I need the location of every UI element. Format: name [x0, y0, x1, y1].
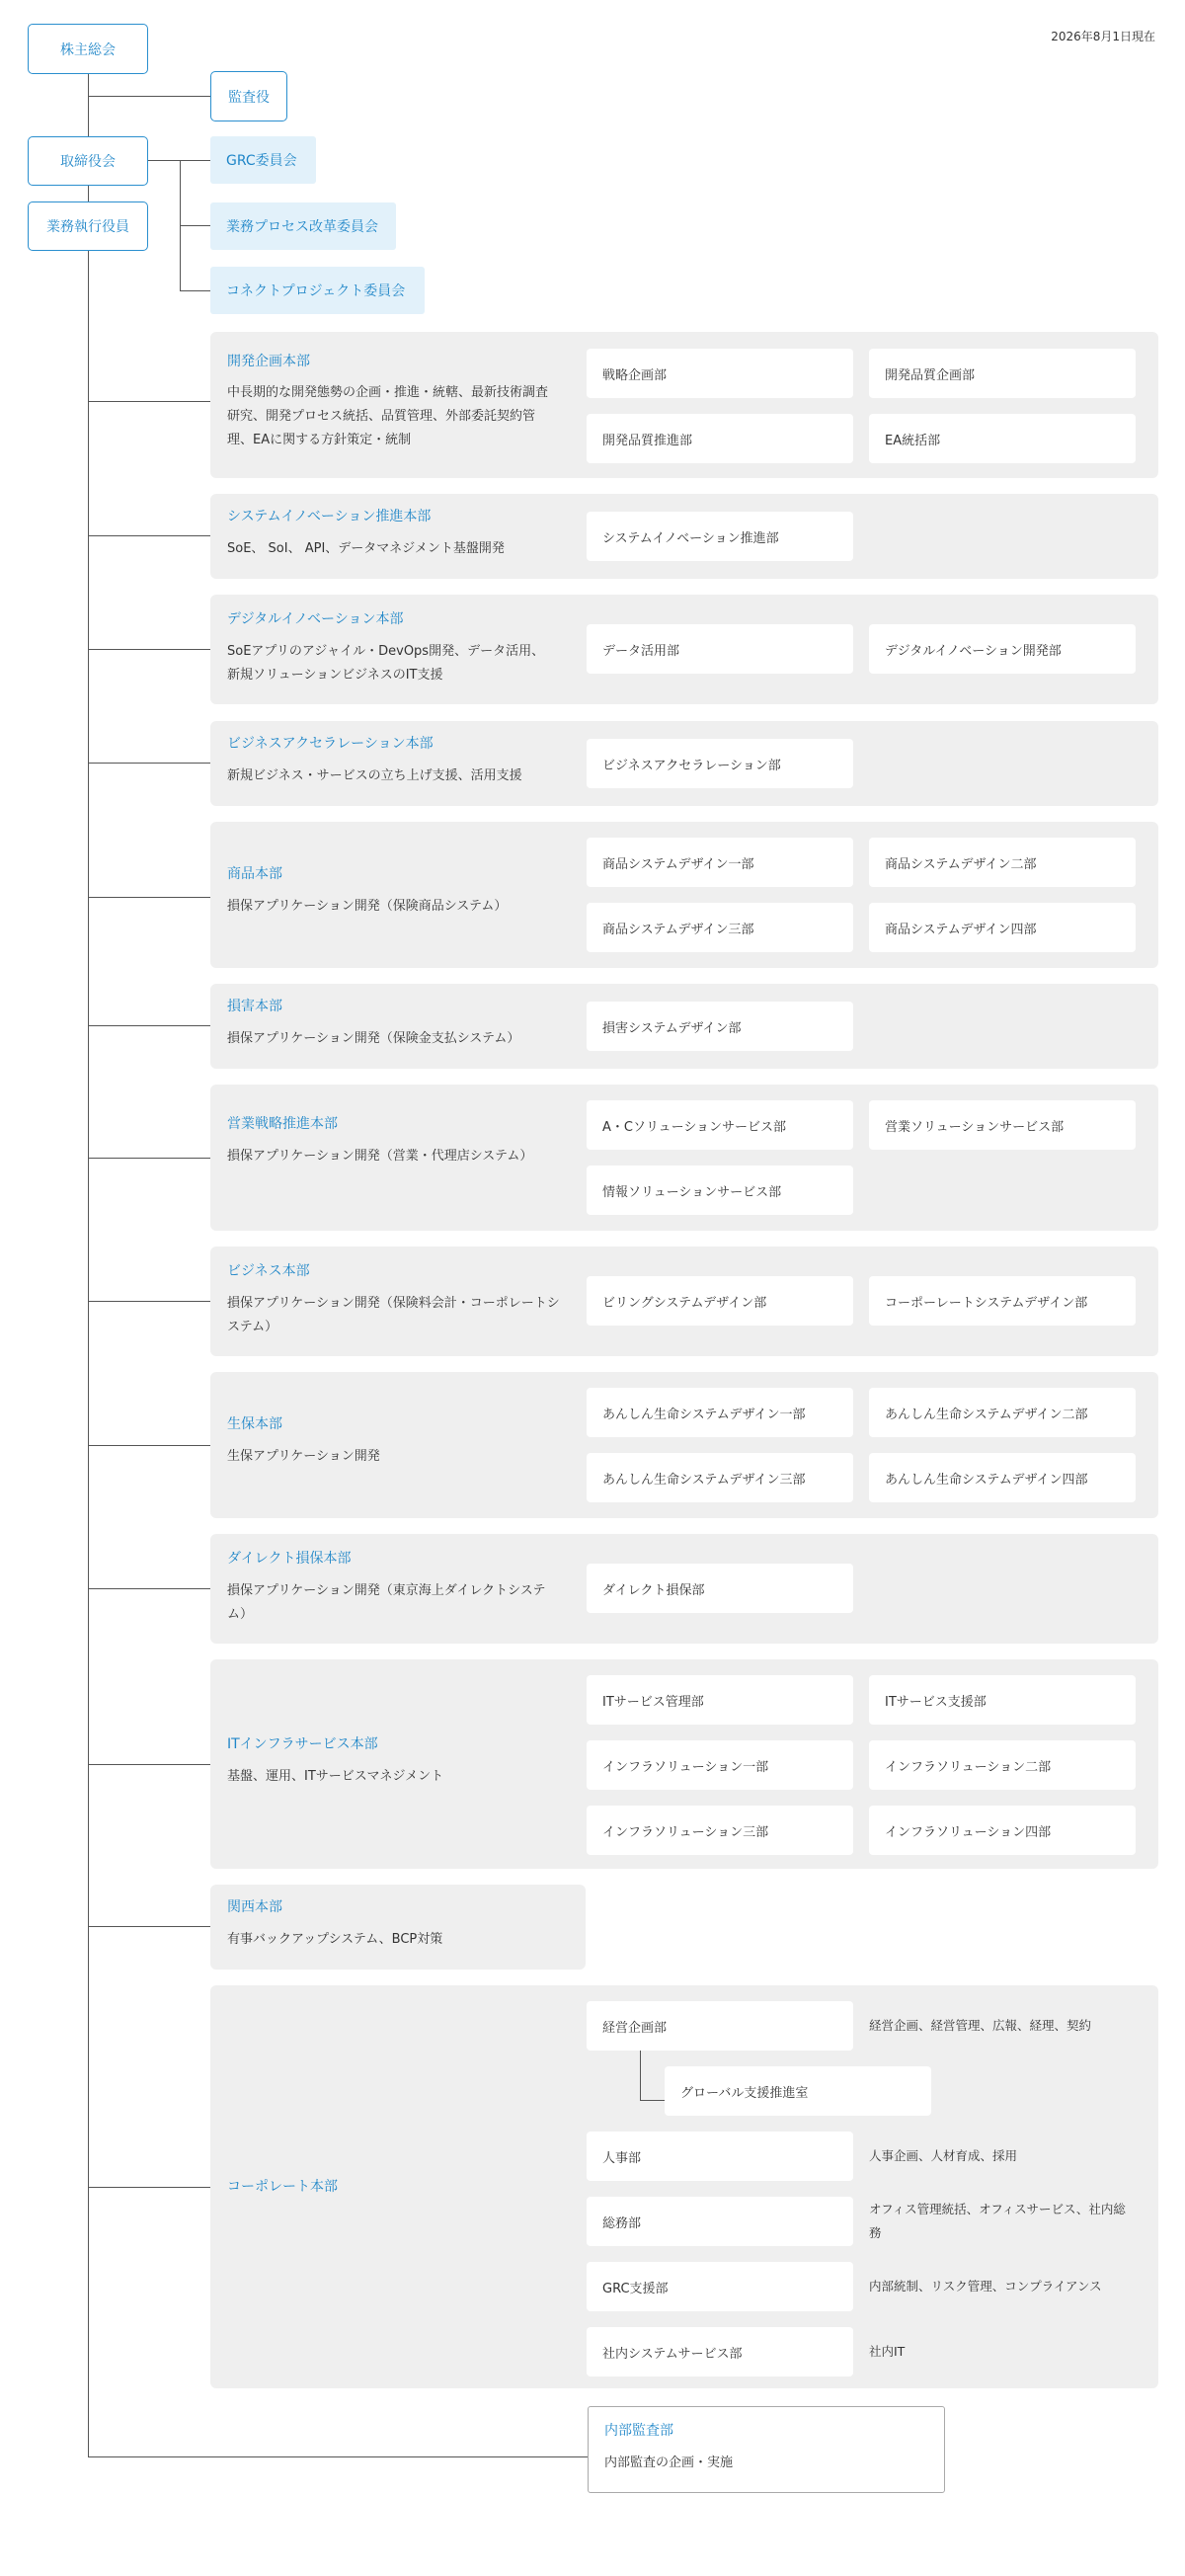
department-box: 経営企画部 [587, 2001, 853, 2051]
connector-line [88, 2456, 588, 2457]
department-note: 経営企画、経営管理、広報、経理、契約 [869, 2018, 1092, 2033]
division-panel [210, 822, 1158, 968]
division-title: ITインフラサービス本部 [227, 1736, 378, 1752]
division-title: コーポレート本部 [227, 2179, 338, 2195]
department-box: GRC支援部 [587, 2262, 853, 2311]
department-box: 開発品質推進部 [587, 414, 853, 463]
committee-business-process: 業務プロセス改革委員会 [210, 202, 396, 250]
division-panel [210, 1085, 1158, 1231]
internal-audit-box [588, 2406, 945, 2493]
division-panel [210, 332, 1158, 478]
department-box: 商品システムデザイン四部 [869, 903, 1136, 952]
connector-line [88, 763, 210, 764]
division-panel [210, 1885, 586, 1970]
department-box: あんしん生命システムデザイン一部 [587, 1388, 853, 1437]
division-title: ダイレクト損保本部 [227, 1551, 352, 1567]
division-panel [210, 595, 1158, 704]
connector-line [88, 1445, 210, 1446]
division-title: 生保本部 [227, 1416, 282, 1432]
connector-line [146, 160, 210, 161]
connector-line [640, 2100, 665, 2101]
department-box: デジタルイノベーション開発部 [869, 624, 1136, 674]
department-box: A・Cソリューションサービス部 [587, 1100, 853, 1150]
division-panel [210, 494, 1158, 579]
division-description: 内部監査の企画・実施 [604, 2455, 734, 2470]
department-box: 社内システムサービス部 [587, 2327, 853, 2376]
department-box: 損害システムデザイン部 [587, 1002, 853, 1051]
department-box: 総務部 [587, 2197, 853, 2246]
division-description: 損保アプリケーション開発（保険商品システム） [227, 899, 508, 914]
department-box: ITサービス管理部 [587, 1675, 853, 1725]
department-note: 社内IT [869, 2344, 906, 2359]
department-box: 人事部 [587, 2132, 853, 2181]
division-title: 損害本部 [227, 999, 282, 1014]
division-description: 有事バックアップシステム、BCP対策 [227, 1932, 443, 1947]
department-box: インフラソリューション三部 [587, 1806, 853, 1855]
connector-line [88, 73, 89, 138]
office-box: グローバル支援推進室 [665, 2066, 931, 2116]
department-box: ダイレクト損保部 [587, 1564, 853, 1613]
division-description: 生保アプリケーション開発 [227, 1449, 380, 1464]
executive-officers-box: 業務執行役員 [28, 201, 148, 251]
department-box: ビリングシステムデザイン部 [587, 1276, 853, 1326]
division-title: システムイノベーション推進本部 [227, 509, 432, 524]
division-title: 営業戦略推進本部 [227, 1116, 338, 1132]
division-description: SoEアプリのアジャイル・DevOps開発、データ活用、新規ソリューションビジネスのIT支援 [227, 644, 545, 683]
division-description: 基盤、運用、ITサービスマネジメント [227, 1769, 444, 1784]
department-box: 情報ソリューションサービス部 [587, 1166, 853, 1215]
auditor-box: 監査役 [210, 71, 287, 121]
division-panel [210, 1372, 1158, 1518]
division-title: 内部監査部 [604, 2423, 673, 2439]
division-description: 損保アプリケーション開発（保険料会計・コーポレートシステム） [227, 1296, 560, 1334]
division-title: ビジネス本部 [227, 1263, 310, 1279]
division-panel [210, 1247, 1158, 1356]
division-title: 関西本部 [227, 1899, 282, 1915]
as-of-date: 2026年8月1日現在 [1051, 30, 1155, 43]
department-box: インフラソリューション一部 [587, 1740, 853, 1790]
department-box: ビジネスアクセラレーション部 [587, 739, 853, 788]
division-panel [210, 1534, 1158, 1644]
department-note: 人事企画、人材育成、採用 [869, 2148, 1018, 2163]
connector-line [88, 1588, 210, 1589]
department-box: システムイノベーション推進部 [587, 512, 853, 561]
connector-line [88, 96, 210, 97]
department-box: あんしん生命システムデザイン三部 [587, 1453, 853, 1502]
connector-line [88, 1301, 210, 1302]
department-box: インフラソリューション二部 [869, 1740, 1136, 1790]
connector-line [180, 290, 210, 291]
main-trunk-line [88, 250, 89, 2457]
department-box: データ活用部 [587, 624, 853, 674]
department-note: オフィス管理統括、オフィスサービス、社内総務 [869, 2202, 1126, 2240]
division-panel [210, 984, 1158, 1069]
division-title: ビジネスアクセラレーション本部 [227, 736, 434, 752]
committee-grc: GRC委員会 [210, 136, 316, 184]
connector-line [88, 649, 210, 650]
division-panel-corporate [210, 1985, 1158, 2388]
connector-line [180, 225, 210, 226]
department-box: 開発品質企画部 [869, 349, 1136, 398]
department-box: EA統括部 [869, 414, 1136, 463]
division-description: SoE、 SoI、 API、データマネジメント基盤開発 [227, 541, 505, 556]
division-panel [210, 1659, 1158, 1869]
division-description: 損保アプリケーション開発（保険金支払システム） [227, 1031, 520, 1046]
department-box: あんしん生命システムデザイン四部 [869, 1453, 1136, 1502]
connector-line [88, 1926, 210, 1927]
department-note: 内部統制、リスク管理、コンプライアンス [869, 2279, 1102, 2294]
division-description: 損保アプリケーション開発（東京海上ダイレクトシステム） [227, 1583, 546, 1622]
division-panel [210, 721, 1158, 806]
connector-line [640, 2051, 641, 2101]
department-box: コーポーレートシステムデザイン部 [869, 1276, 1136, 1326]
connector-line [88, 1764, 210, 1765]
connector-line [88, 1025, 210, 1026]
division-title: 開発企画本部 [227, 354, 310, 369]
department-box: あんしん生命システムデザイン二部 [869, 1388, 1136, 1437]
connector-line [88, 1158, 210, 1159]
division-description: 中長期的な開発態勢の企画・推進・統轄、最新技術調査研究、開発プロセス統括、品質管理、外部委託契約管理、EAに関する方針策定・統制 [227, 385, 549, 447]
connector-line [88, 535, 210, 536]
department-box: インフラソリューション四部 [869, 1806, 1136, 1855]
division-description: 損保アプリケーション開発（営業・代理店システム） [227, 1149, 533, 1164]
department-box: 商品システムデザイン三部 [587, 903, 853, 952]
department-box: 商品システムデザイン二部 [869, 838, 1136, 887]
connector-line [88, 401, 210, 402]
board-box: 取締役会 [28, 136, 148, 186]
department-box: 営業ソリューションサービス部 [869, 1100, 1136, 1150]
connector-line [88, 185, 89, 202]
department-box: 戦略企画部 [587, 349, 853, 398]
division-title: 商品本部 [227, 866, 282, 882]
shareholders-meeting-box: 株主総会 [28, 24, 148, 74]
department-box: 商品システムデザイン一部 [587, 838, 853, 887]
connector-line [88, 2187, 210, 2188]
division-title: デジタルイノベーション本部 [227, 611, 404, 627]
department-box: ITサービス支援部 [869, 1675, 1136, 1725]
connector-line [88, 897, 210, 898]
committee-connect-project: コネクトプロジェクト委員会 [210, 267, 425, 314]
division-description: 新規ビジネス・サービスの立ち上げ支援、活用支援 [227, 768, 522, 783]
